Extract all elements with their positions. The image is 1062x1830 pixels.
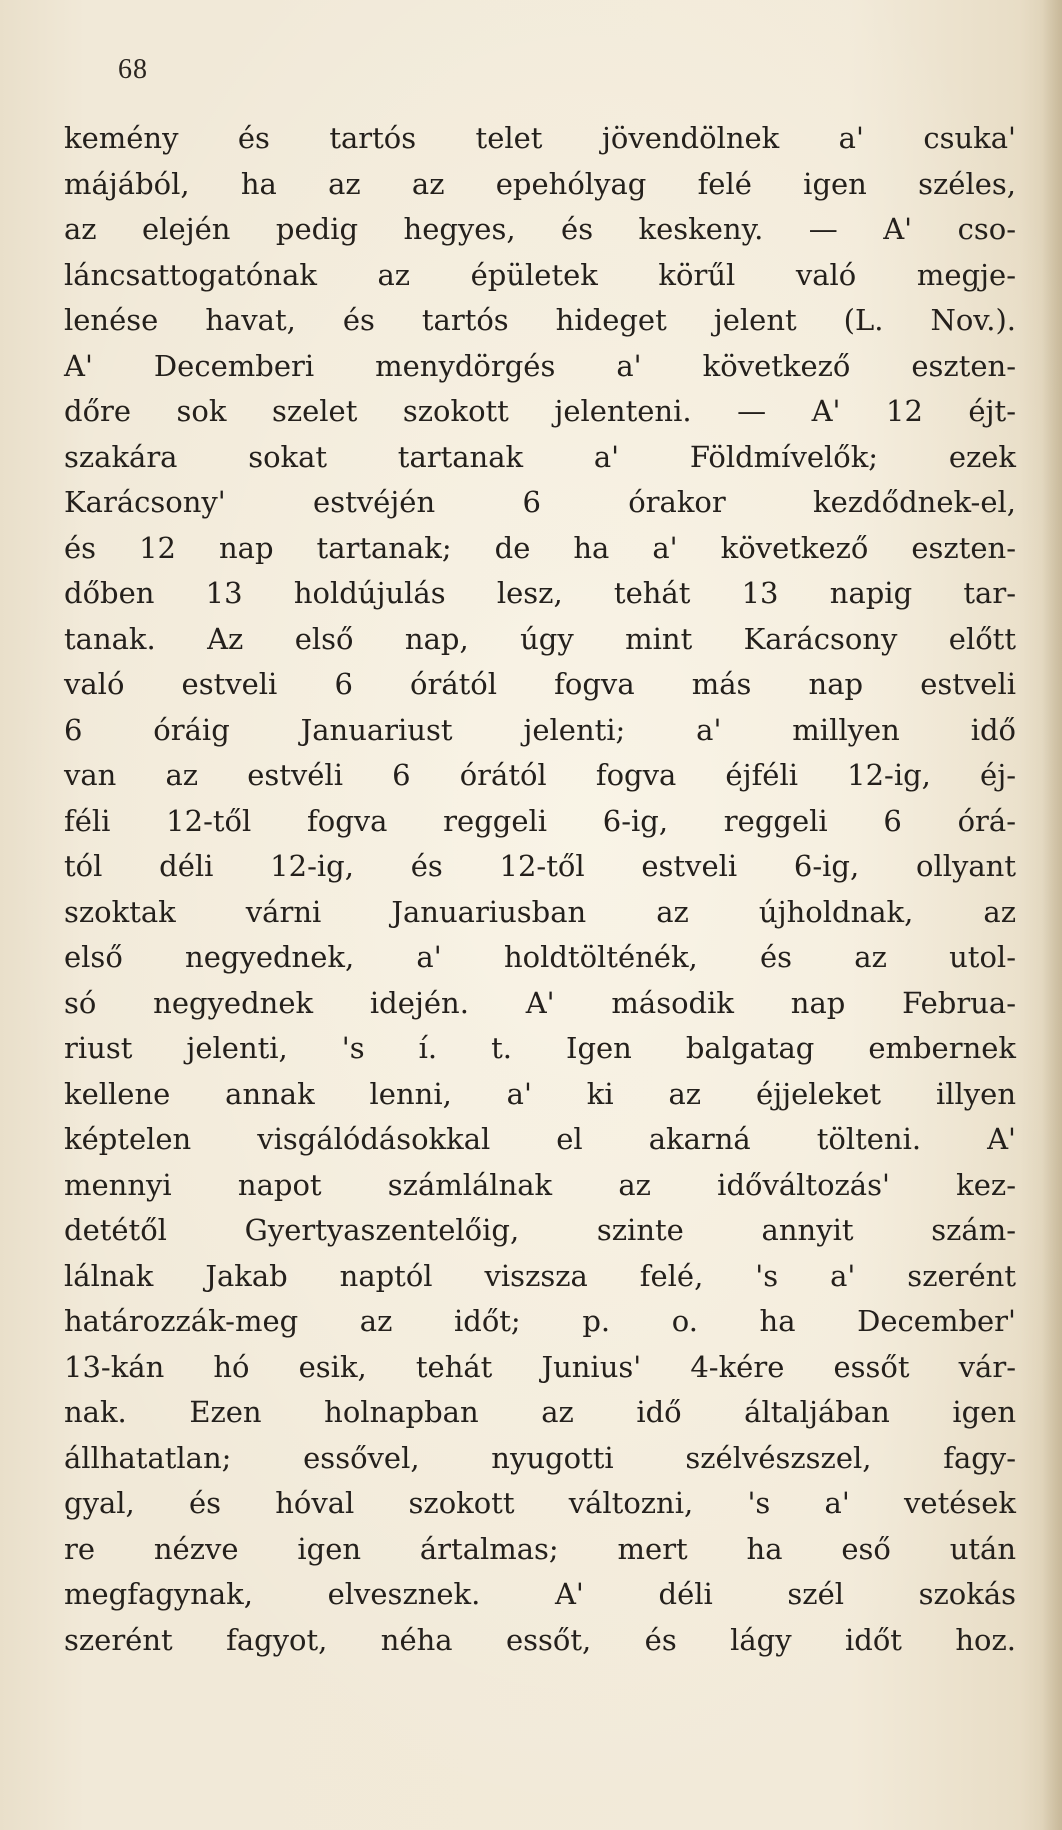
text-line: szoktak várni Januariusban az újholdnak, az — [64, 894, 1016, 929]
text-line: A' Decemberi menydörgés a' következő eszten- — [64, 348, 1016, 383]
text-line: Karácsony' estvéjén 6 órakor kezdődnek-el, — [64, 485, 1016, 519]
text-line: 13-kán hó esik, tehát Junius' 4-kére essőt vár- — [64, 1349, 1016, 1384]
text-line: riust jelenti, 's í. t. Igen balgatag embernek — [64, 1031, 1016, 1065]
text-line: lálnak Jakab naptól viszsza felé, 's a' szerént — [64, 1258, 1016, 1293]
text-line: 6 óráig Januariust jelenti; a' millyen idő — [64, 712, 1016, 747]
text-line: megfagynak, elvesznek. A' déli szél szokás — [64, 1577, 1016, 1611]
text-line: kemény és tartós telet jövendölnek a' csuka' — [64, 121, 1016, 155]
text-line: detétől Gyertyaszentelőig, szinte annyit szám- — [64, 1213, 1016, 1247]
text-line: állhatatlan; essővel, nyugotti szélvészszel, fagy- — [64, 1440, 1016, 1475]
text-line: képtelen visgálódásokkal el akarná tölteni. A' — [64, 1122, 1016, 1156]
body-text — [64, 116, 1016, 1663]
text-line: nak. Ezen holnapban az idő általjában igen — [64, 1395, 1016, 1429]
text-line: dőben 13 holdújulás lesz, tehát 13 napig tar- — [64, 576, 1016, 610]
text-line: való estveli 6 órától fogva más nap estveli — [64, 667, 1016, 701]
text-line: határozzák-meg az időt; p. o. ha December' — [64, 1304, 1016, 1338]
page-edge-shadow — [1042, 0, 1062, 1830]
text-line: szakára sokat tartanak a' Földmívelők; ezek — [64, 439, 1016, 474]
text-line: dőre sok szelet szokott jelenteni. — A' 12 éjt- — [64, 394, 1016, 428]
text-line: mennyi napot számlálnak az időváltozás' kez- — [64, 1167, 1016, 1202]
text-line: tól déli 12-ig, és 12-től estveli 6-ig, ollyant — [64, 849, 1016, 883]
text-line: lenése havat, és tartós hideget jelent (L. Nov.). — [64, 303, 1016, 337]
text-line: szerént fagyot, néha essőt, és lágy időt hoz. — [64, 1622, 1016, 1657]
text-line: első negyednek, a' holdtölténék, és az utol- — [64, 940, 1016, 974]
text-line: gyal, és hóval szokott változni, 's a' vetések — [64, 1486, 1016, 1520]
text-line: láncsattogatónak az épületek körűl való megje- — [64, 257, 1016, 292]
text-line: van az estvéli 6 órától fogva éjféli 12-ig, éj- — [64, 758, 1016, 792]
text-line: májából, ha az az epehólyag felé igen széles, — [64, 166, 1016, 201]
page-number: 68 — [118, 54, 148, 85]
text-line: kellene annak lenni, a' ki az éjjeleket illyen — [64, 1076, 1016, 1111]
text-line: re nézve igen ártalmas; mert ha eső után — [64, 1531, 1016, 1566]
text-line: féli 12-től fogva reggeli 6-ig, reggeli 6 órá- — [64, 803, 1016, 838]
text-line: tanak. Az első nap, úgy mint Karácsony előtt — [64, 621, 1016, 656]
text-line: só negyednek idején. A' második nap Februa- — [64, 985, 1016, 1020]
text-line: az elején pedig hegyes, és keskeny. — A' cso- — [64, 212, 1016, 246]
text-line: és 12 nap tartanak; de ha a' következő eszten- — [64, 530, 1016, 565]
